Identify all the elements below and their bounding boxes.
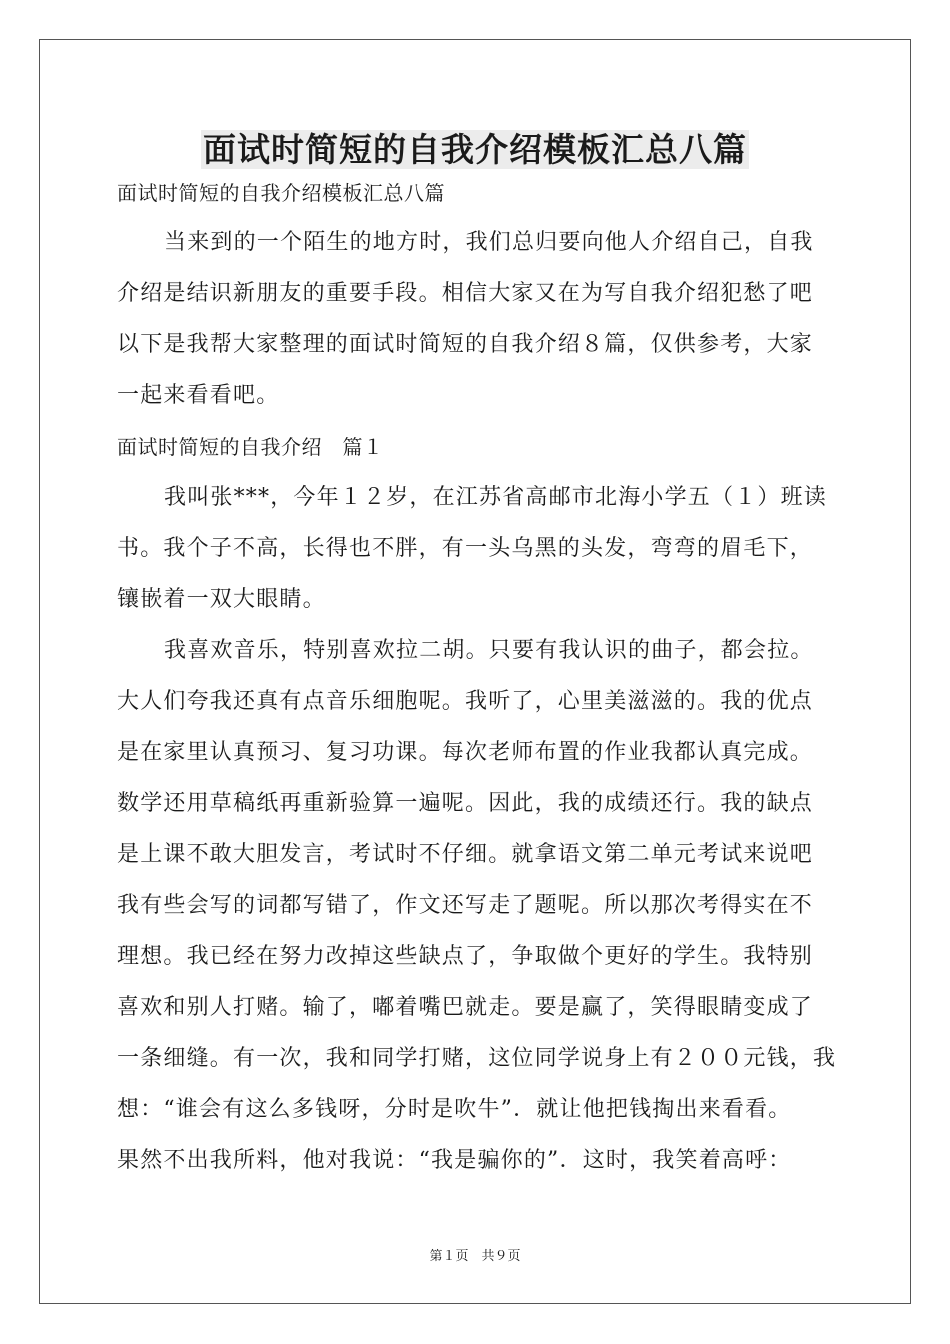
document-body [117, 178, 835, 1176]
paragraph-line: 镶嵌着一双大眼睛。 [117, 587, 326, 612]
paragraph-line: 想：“谁会有这么多钱呀，分时是吹牛”．就让他把钱掏出来看看。 [117, 1097, 792, 1122]
paragraph-line: 是在家里认真预习、复习功课。每次老师布置的作业我都认真完成。 [117, 740, 814, 765]
paragraph-line: 是上课不敢大胆发言，考试时不仔细。就拿语文第二单元考试来说吧 [117, 842, 814, 867]
paragraph-line: 喜欢和别人打赌。输了，嘟着嘴巴就走。要是赢了，笑得眼睛变成了 [117, 995, 814, 1020]
paragraph-line: 我喜欢音乐，特别喜欢拉二胡。只要有我认识的曲子，都会拉。 [164, 638, 814, 663]
paragraph-line: 介绍是结识新朋友的重要手段。相信大家又在为写自我介绍犯愁了吧 [117, 281, 814, 306]
paragraph-line: 以下是我帮大家整理的面试时简短的自我介绍８篇，仅供参考，大家 [117, 332, 814, 357]
document-subtitle: 面试时简短的自我介绍模板汇总八篇 [117, 181, 445, 205]
paragraph-line: 当来到的一个陌生的地方时，我们总归要向他人介绍自己，自我 [164, 230, 814, 255]
paragraph-line: 我叫张***，今年１２岁，在江苏省高邮市北海小学五（１）班读 [164, 485, 828, 510]
paragraph-line: 数学还用草稿纸再重新验算一遍呢。因此，我的成绩还行。我的缺点 [117, 791, 814, 816]
section-heading: 面试时简短的自我介绍 篇１ [117, 435, 384, 459]
paragraph-line: 大人们夸我还真有点音乐细胞呢。我听了，心里美滋滋的。我的优点 [117, 689, 814, 714]
paragraph-line: 理想。我已经在努力改掉这些缺点了，争取做个更好的学生。我特别 [117, 944, 814, 969]
paragraph-1 [117, 483, 835, 615]
paragraph-line: 果然不出我所料，他对我说：“我是骗你的”．这时，我笑着高呼： [117, 1148, 792, 1173]
page-footer: 第１页 共９页 [429, 1249, 521, 1264]
document-title [0, 128, 950, 172]
paragraph-line: 一起来看看吧。 [117, 383, 280, 408]
paragraph-line: 书。我个子不高，长得也不胖，有一头乌黑的头发，弯弯的眉毛下， [117, 536, 814, 561]
document-title-text: 面试时简短的自我介绍模板汇总八篇 [203, 130, 747, 169]
paragraph-2 [117, 636, 835, 1176]
paragraph-line: 我有些会写的词都写错了，作文还写走了题呢。所以那次考得实在不 [117, 893, 814, 918]
paragraph-line: 一条细缝。有一次，我和同学打赌，这位同学说身上有２００元钱，我 [117, 1046, 837, 1071]
intro-paragraph [117, 228, 835, 411]
